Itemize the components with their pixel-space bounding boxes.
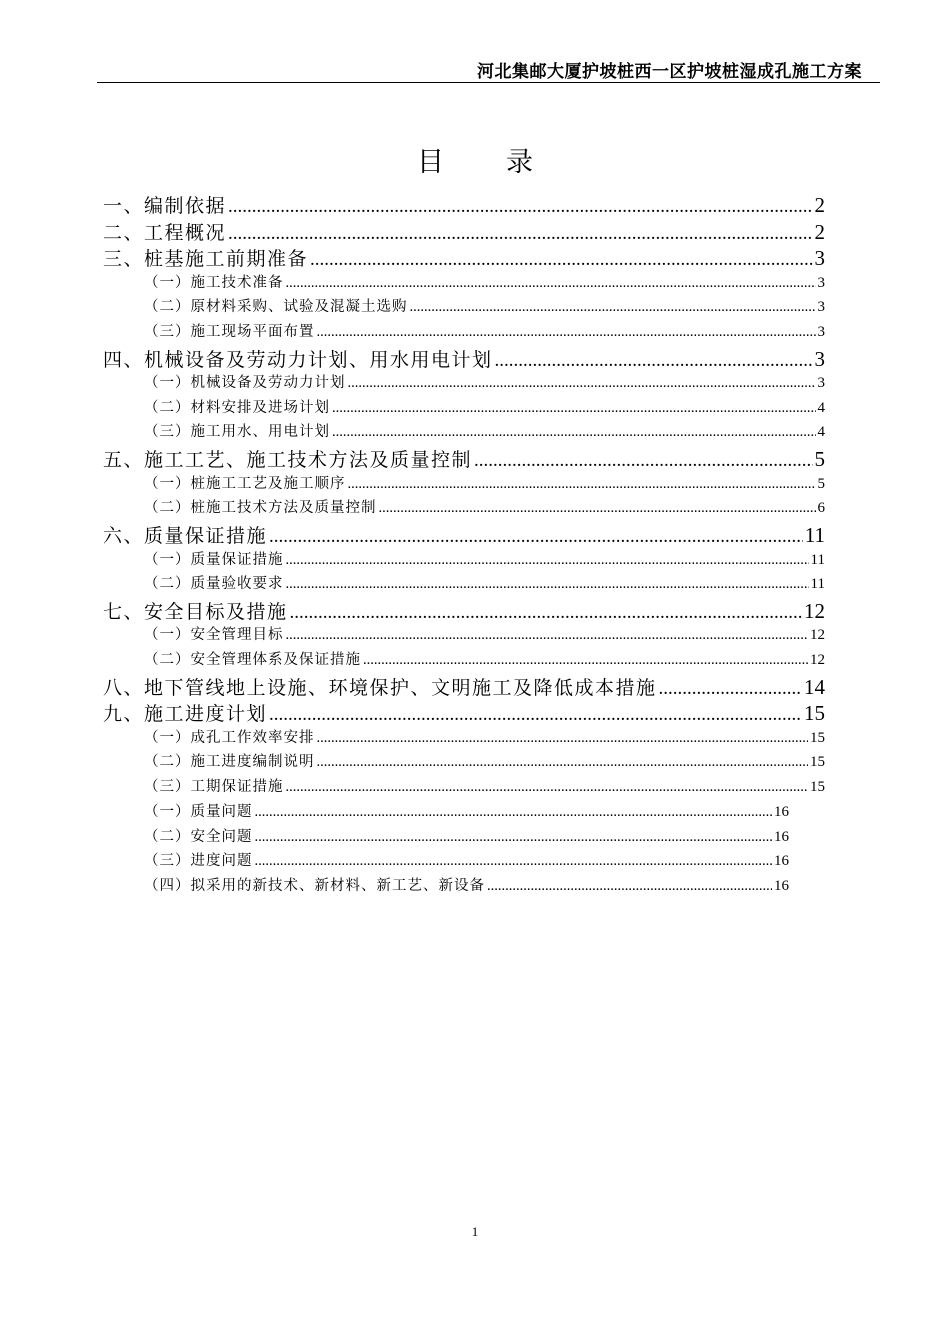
header-divider	[97, 82, 880, 83]
toc-leader-dots	[310, 249, 812, 271]
toc-entry-label: （一）质量问题	[144, 803, 253, 820]
toc-entry-page: 16	[774, 828, 789, 845]
toc-leader-dots	[286, 275, 816, 292]
toc-entry-page: 11	[810, 551, 825, 568]
toc-section-entry[interactable]	[103, 673, 825, 700]
toc-entry-page: 3	[814, 346, 825, 371]
toc-section-entry[interactable]	[103, 521, 825, 548]
toc-leader-dots	[332, 400, 816, 417]
toc-entry-label: 一、编制依据	[103, 195, 227, 217]
toc-entry-label: （二）桩施工技术方法及质量控制	[144, 500, 377, 517]
toc-section-entry[interactable]	[103, 345, 825, 372]
toc-subsection-entry[interactable]	[144, 420, 825, 445]
toc-entry-label: （一）施工技术准备	[144, 274, 284, 291]
toc-entry-page: 6	[817, 500, 825, 517]
toc-entry-label: 三、桩基施工前期准备	[103, 248, 309, 270]
toc-entry-page: 12	[810, 627, 825, 644]
toc-leader-dots	[363, 652, 808, 669]
toc-subsection-entry[interactable]	[144, 371, 825, 396]
toc-entry-page: 5	[817, 475, 825, 492]
toc-entry-label: （四）拟采用的新技术、新材料、新工艺、新设备	[144, 877, 485, 894]
toc-entry-label: （三）进度问题	[144, 853, 253, 870]
toc-entry-page: 15	[810, 729, 825, 746]
document-header-title: 河北集邮大厦护坡桩西一区护坡桩湿成孔施工方案	[477, 62, 862, 82]
toc-entry-page: 2	[814, 193, 825, 217]
toc-section-entry[interactable]	[103, 597, 825, 624]
toc-entry-page: 14	[804, 674, 825, 699]
toc-entry-page: 15	[810, 754, 825, 771]
toc-subsection-entry[interactable]	[144, 472, 825, 497]
toc-entry-page: 11	[804, 523, 825, 547]
toc-leader-dots	[317, 754, 809, 771]
toc-leader-dots	[348, 476, 816, 493]
toc-entry-label: 九、施工进度计划	[103, 703, 268, 726]
toc-subsection-entry[interactable]	[144, 750, 825, 775]
toc-title: 目录	[417, 147, 595, 178]
toc-entry-label: （三）施工用水、用电计划	[144, 424, 330, 441]
toc-entry-label: （二）材料安排及进场计划	[144, 399, 330, 416]
toc-entry-label: （一）成孔工作效率安排	[144, 729, 315, 746]
toc-subsection-entry[interactable]	[144, 271, 825, 296]
toc-subsection-entry[interactable]	[144, 648, 825, 673]
toc-leader-dots	[317, 324, 816, 341]
toc-subsection-entry[interactable]	[144, 800, 789, 825]
toc-leader-dots	[659, 678, 802, 700]
toc-entry-page: 16	[774, 877, 789, 894]
toc-leader-dots	[474, 450, 812, 472]
toc-entry-page: 16	[774, 803, 789, 820]
toc-leader-dots	[255, 804, 773, 821]
toc-leader-dots	[255, 853, 773, 870]
toc-section-entry[interactable]	[103, 699, 825, 726]
toc-leader-dots	[317, 730, 809, 747]
toc-leader-dots	[348, 375, 816, 392]
toc-entry-label: （二）原材料采购、试验及混凝土选购	[144, 299, 408, 316]
toc-subsection-entry[interactable]	[144, 623, 825, 648]
toc-entry-page: 4	[817, 424, 825, 441]
toc-section-entry[interactable]	[103, 445, 825, 472]
toc-entry-page: 15	[804, 701, 825, 726]
toc-entry-label: （二）安全管理体系及保证措施	[144, 652, 361, 669]
toc-subsection-entry[interactable]	[144, 874, 789, 899]
toc-entry-label: 六、质量保证措施	[103, 525, 268, 547]
toc-section-entry[interactable]	[103, 244, 825, 271]
toc-entry-page: 4	[817, 399, 825, 416]
toc-entry-page: 3	[817, 274, 825, 291]
toc-entry-label: 八、地下管线地上设施、环境保护、文明施工及降低成本措施	[103, 676, 657, 699]
toc-section-entry[interactable]	[103, 191, 825, 218]
toc-entry-label: （一）机械设备及劳动力计划	[144, 375, 346, 392]
toc-leader-dots	[410, 299, 816, 316]
toc-entry-label: 四、机械设备及劳动力计划、用水用电计划	[103, 348, 493, 371]
toc-entry-label: （二）质量验收要求	[144, 576, 284, 593]
toc-entry-label: 七、安全目标及措施	[103, 600, 288, 623]
toc-entry-page: 2	[814, 219, 825, 244]
toc-leader-dots	[286, 779, 809, 796]
toc-leader-dots	[269, 526, 803, 548]
toc-section-entry[interactable]	[103, 218, 825, 245]
toc-entry-page: 12	[804, 598, 825, 623]
toc-entry-page: 3	[817, 323, 825, 340]
toc-subsection-entry[interactable]	[144, 825, 789, 850]
toc-leader-dots	[286, 576, 809, 593]
toc-subsection-entry[interactable]	[144, 849, 789, 874]
toc-entry-label: （三）工期保证措施	[144, 779, 284, 796]
toc-leader-dots	[255, 829, 773, 846]
toc-entry-label: 二、工程概况	[103, 221, 227, 244]
toc-leader-dots	[495, 350, 813, 372]
toc-leader-dots	[228, 223, 812, 245]
toc-leader-dots	[332, 424, 816, 441]
page-number: 1	[471, 1224, 479, 1239]
toc-leader-dots	[286, 627, 809, 644]
toc-entry-label: （一）桩施工工艺及施工顺序	[144, 475, 346, 492]
toc-entry-page: 3	[814, 246, 825, 270]
table-of-contents	[103, 191, 825, 899]
toc-subsection-entry[interactable]	[144, 496, 825, 521]
toc-subsection-entry[interactable]	[144, 320, 825, 345]
toc-entry-label: （二）施工进度编制说明	[144, 754, 315, 771]
toc-subsection-entry[interactable]	[144, 726, 825, 751]
toc-leader-dots	[286, 552, 809, 569]
toc-subsection-entry[interactable]	[144, 295, 825, 320]
toc-entry-label: （一）质量保证措施	[144, 551, 284, 568]
toc-entry-label: （三）施工现场平面布置	[144, 323, 315, 340]
toc-entry-page: 15	[810, 779, 825, 796]
toc-entry-page: 11	[810, 576, 825, 593]
toc-entry-label: （一）安全管理目标	[144, 627, 284, 644]
toc-entry-page: 3	[817, 299, 825, 316]
toc-subsection-entry[interactable]	[144, 548, 825, 573]
toc-subsection-entry[interactable]	[144, 775, 825, 800]
toc-leader-dots	[379, 500, 816, 517]
toc-entry-page: 16	[774, 853, 789, 870]
toc-entry-page: 5	[814, 447, 825, 472]
toc-subsection-entry[interactable]	[144, 572, 825, 597]
toc-leader-dots	[269, 704, 802, 726]
toc-entry-page: 3	[817, 375, 825, 392]
toc-subsection-entry[interactable]	[144, 396, 825, 421]
toc-entry-label: 五、施工工艺、施工技术方法及质量控制	[103, 449, 473, 472]
toc-leader-dots	[487, 878, 772, 895]
toc-leader-dots	[228, 196, 812, 218]
toc-entry-label: （二）安全问题	[144, 828, 253, 845]
toc-leader-dots	[290, 602, 802, 624]
toc-entry-page: 12	[810, 652, 825, 669]
